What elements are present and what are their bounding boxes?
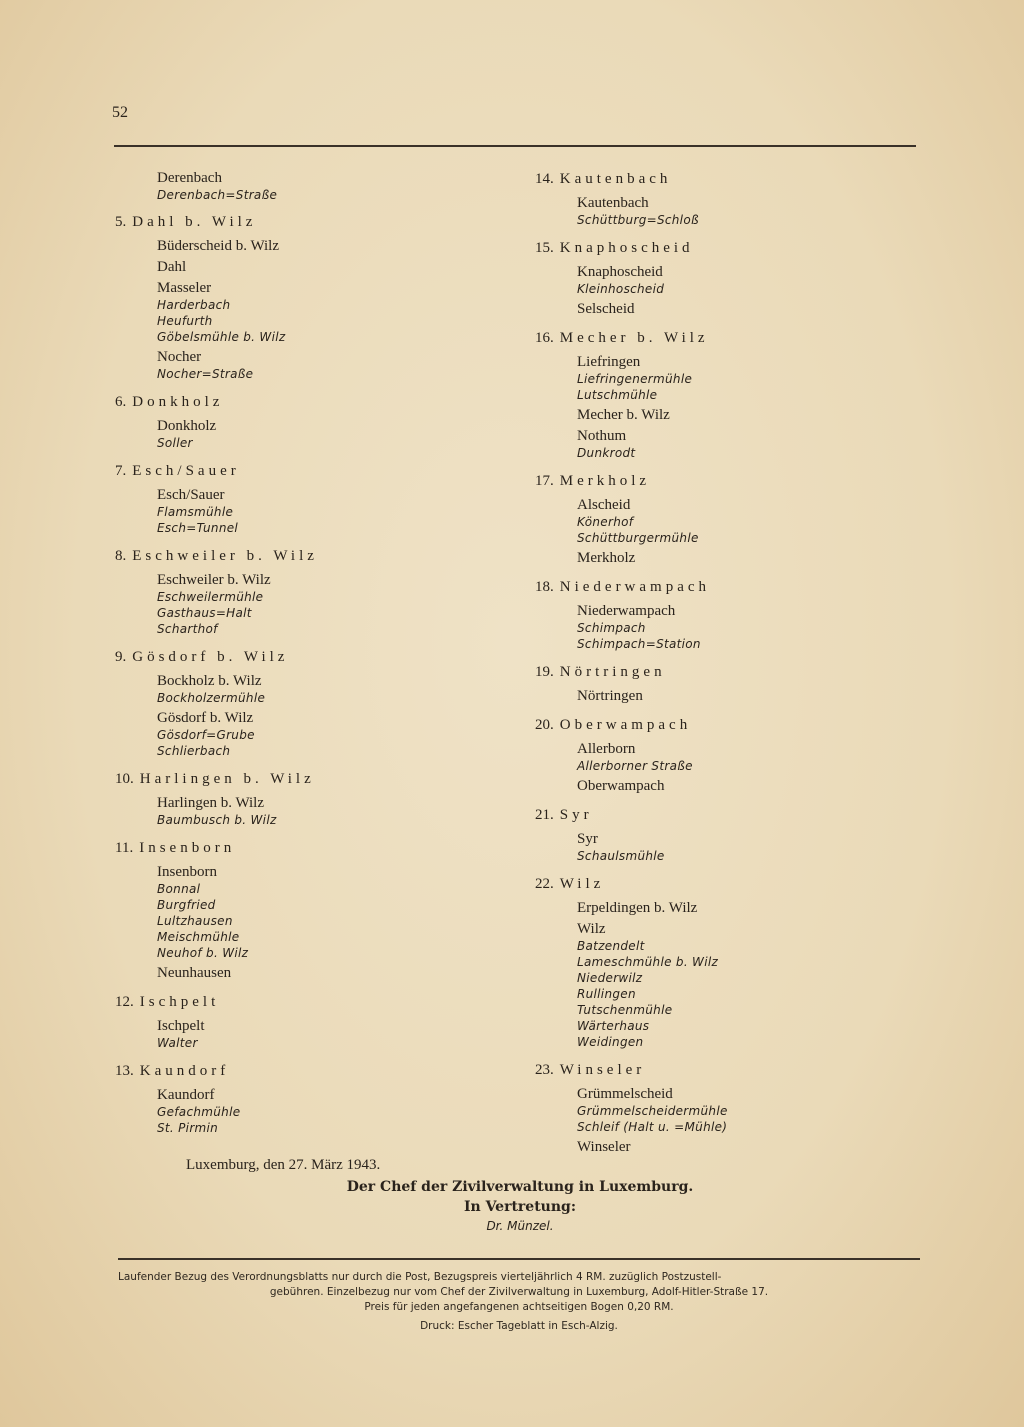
page-number: 52: [112, 104, 128, 121]
lead-group: [115, 170, 495, 203]
municipality-heading: [535, 239, 915, 258]
locality: Bockholz b. Wilz: [157, 673, 262, 689]
section-number: 16.: [535, 330, 554, 346]
section-number: 18.: [535, 579, 554, 595]
sub-locality: Schaulsmühle: [577, 849, 665, 863]
locality-group: [115, 710, 495, 759]
municipality-section: [115, 213, 495, 382]
sub-locality: Scharthof: [157, 622, 218, 636]
locality: Kautenbach: [577, 195, 649, 211]
municipality-name: Nörtringen: [559, 664, 666, 680]
municipality-heading: [115, 547, 495, 566]
locality-group: [535, 407, 915, 424]
sub-locality: Harderbach: [157, 298, 231, 312]
sub-locality: Neuhof b. Wilz: [157, 946, 249, 960]
section-number: 10.: [115, 771, 134, 787]
footer: [118, 1270, 920, 1334]
municipality-heading: [535, 875, 915, 894]
municipality-section: [115, 462, 495, 536]
locality: Esch/Sauer: [157, 487, 225, 503]
sub-locality: Schleif (Halt u. =Mühle): [577, 1120, 728, 1134]
locality: Gösdorf b. Wilz: [157, 710, 254, 726]
locality-group: [115, 487, 495, 536]
municipality-name: Merkholz: [559, 473, 651, 489]
locality: Winseler: [577, 1139, 631, 1155]
locality-group: [535, 778, 915, 795]
sub-locality: Batzendelt: [577, 939, 645, 953]
locality: Syr: [577, 831, 598, 847]
sub-locality: St. Pirmin: [157, 1121, 219, 1135]
sub-locality: Dunkrodt: [577, 446, 636, 460]
locality-group: [535, 741, 915, 774]
locality-group: [535, 831, 915, 864]
section-number: 9.: [115, 649, 127, 665]
locality: Liefringen: [577, 354, 641, 370]
municipality-section: [115, 393, 495, 451]
municipality-heading: [535, 170, 915, 189]
sub-locality: Schimpach: [577, 621, 646, 635]
municipality-section: [535, 472, 915, 567]
municipality-section: [535, 663, 915, 705]
locality: Neunhausen: [157, 965, 232, 981]
locality-group: [115, 965, 495, 982]
municipality-name: Winseler: [559, 1062, 646, 1078]
locality-group: [115, 418, 495, 451]
sub-locality: Esch=Tunnel: [157, 521, 239, 535]
municipality-name: Kaundorf: [139, 1063, 230, 1079]
locality-group: [535, 264, 915, 297]
section-number: 22.: [535, 876, 554, 892]
sub-locality: Nocher=Straße: [157, 367, 254, 381]
locality-group: [115, 238, 495, 255]
sub-locality: Schüttburgermühle: [577, 531, 699, 545]
place-date: Luxemburg, den 27. März 1943.: [186, 1157, 381, 1173]
sub-locality: Tutschenmühle: [577, 1003, 673, 1017]
locality-group: [535, 497, 915, 546]
locality-group: [115, 259, 495, 276]
locality: Ischpelt: [157, 1018, 205, 1034]
section-number: 8.: [115, 548, 127, 564]
section-number: 6.: [115, 394, 127, 410]
locality-group: [535, 301, 915, 318]
signer-name: Dr. Münzel.: [486, 1219, 554, 1233]
header-rule: [114, 145, 916, 147]
sub-locality: Heufurth: [157, 314, 213, 328]
locality: Eschweiler b. Wilz: [157, 572, 271, 588]
subscription-line-1: Laufender Bezug des Verordnungsblatts nur durch die Post, Bezugspreis vierteljährlich 4 RM. zuzüglich Postzustell-: [118, 1271, 722, 1283]
municipality-heading: [115, 993, 495, 1012]
municipality-heading: [535, 472, 915, 491]
municipality-name: Oberwampach: [559, 717, 692, 733]
locality: Alscheid: [577, 497, 631, 513]
locality: Grümmelscheid: [577, 1086, 673, 1102]
locality-group: [535, 354, 915, 403]
locality: Kaundorf: [157, 1087, 215, 1103]
locality: Oberwampach: [577, 778, 665, 794]
municipality-name: Donkholz: [132, 394, 224, 410]
sub-locality: Kleinhoscheid: [577, 282, 665, 296]
locality: Merkholz: [577, 550, 636, 566]
municipality-name: Mecher b. Wilz: [559, 330, 709, 346]
sub-locality: Eschweilermühle: [157, 590, 264, 604]
section-number: 7.: [115, 463, 127, 479]
locality: Mecher b. Wilz: [577, 407, 670, 423]
locality: Insenborn: [157, 864, 217, 880]
issuing-authority: Der Chef der Zivilverwaltung in Luxemburg.: [346, 1179, 694, 1195]
municipality-section: [115, 547, 495, 637]
sub-locality: Lultzhausen: [157, 914, 233, 928]
section-number: 12.: [115, 994, 134, 1010]
municipality-name: Eschweiler b. Wilz: [132, 548, 318, 564]
municipality-heading: [535, 663, 915, 682]
sub-locality: Weidingen: [577, 1035, 644, 1049]
municipality-name: Kautenbach: [559, 171, 672, 187]
municipality-section: [115, 839, 495, 982]
section-number: 14.: [535, 171, 554, 187]
sub-locality: Gösdorf=Grube: [157, 728, 255, 742]
locality-group: [535, 1086, 915, 1135]
municipality-heading: [115, 770, 495, 789]
sub-locality: Schimpach=Station: [577, 637, 701, 651]
sub-locality: Bonnal: [157, 882, 201, 896]
printer-line: Druck: Escher Tageblatt in Esch-Alzig.: [420, 1320, 618, 1332]
locality: Dahl: [157, 259, 187, 275]
municipality-heading: [115, 1062, 495, 1081]
municipality-heading: [115, 462, 495, 481]
municipality-name: Wilz: [559, 876, 605, 892]
section-number: 19.: [535, 664, 554, 680]
sub-locality: Göbelsmühle b. Wilz: [157, 330, 286, 344]
locality: Niederwampach: [577, 603, 676, 619]
locality-group: [115, 1018, 495, 1051]
municipality-name: Esch/Sauer: [132, 463, 240, 479]
locality-group: [535, 921, 915, 1050]
sub-locality: Gasthaus=Halt: [157, 606, 252, 620]
municipality-section: [535, 806, 915, 864]
locality-group: [115, 1087, 495, 1136]
section-number: 21.: [535, 807, 554, 823]
section-number: 13.: [115, 1063, 134, 1079]
locality: Donkholz: [157, 418, 217, 434]
municipality-name: Ischpelt: [139, 994, 220, 1010]
sub-locality: Lameschmühle b. Wilz: [577, 955, 719, 969]
locality: Allerborn: [577, 741, 636, 757]
municipality-section: [535, 170, 915, 228]
municipality-name: Insenborn: [139, 840, 236, 856]
sub-locality: Schlierbach: [157, 744, 231, 758]
section-number: 5.: [115, 214, 127, 230]
sub-locality: Walter: [157, 1036, 198, 1050]
footer-rule: [118, 1258, 920, 1260]
sub-locality: Schüttburg=Schloß: [577, 213, 699, 227]
locality-group: [115, 349, 495, 382]
municipality-section: [535, 578, 915, 652]
municipality-section: [535, 875, 915, 1050]
municipality-section: [115, 993, 495, 1051]
municipality-heading: [535, 806, 915, 825]
sub-locality: Derenbach=Straße: [157, 188, 278, 202]
municipality-heading: [115, 648, 495, 667]
locality-group: [115, 572, 495, 637]
municipality-name: Syr: [559, 807, 593, 823]
municipality-section: [535, 1061, 915, 1156]
municipality-name: Knaphoscheid: [559, 240, 694, 256]
sub-locality: Grümmelscheidermühle: [577, 1104, 728, 1118]
sub-locality: Baumbusch b. Wilz: [157, 813, 277, 827]
sub-locality: Liefringenermühle: [577, 372, 693, 386]
locality-group: [535, 603, 915, 652]
locality: Harlingen b. Wilz: [157, 795, 265, 811]
sub-locality: Soller: [157, 436, 193, 450]
section-number: 23.: [535, 1062, 554, 1078]
sub-locality: Gefachmühle: [157, 1105, 241, 1119]
subscription-line-3: Preis für jeden angefangenen achtseitigen Bogen 0,20 RM.: [364, 1301, 674, 1313]
section-number: 15.: [535, 240, 554, 256]
section-number: 20.: [535, 717, 554, 733]
locality-group: [535, 1139, 915, 1156]
sub-locality: Allerborner Straße: [577, 759, 693, 773]
locality: Erpeldingen b. Wilz: [577, 900, 698, 916]
locality: Selscheid: [577, 301, 635, 317]
locality: Wilz: [577, 921, 606, 937]
locality: Knaphoscheid: [577, 264, 663, 280]
sub-locality: Bockholzermühle: [157, 691, 266, 705]
locality-group: [535, 550, 915, 567]
locality-group: [115, 864, 495, 961]
municipality-heading: [535, 578, 915, 597]
section-number: 11.: [115, 840, 134, 856]
sub-locality: Wärterhaus: [577, 1019, 650, 1033]
municipality-section: [535, 239, 915, 318]
representation-label: In Vertretung:: [464, 1199, 576, 1215]
locality: Nörtringen: [577, 688, 643, 704]
locality: Nothum: [577, 428, 627, 444]
locality: Masseler: [157, 280, 212, 296]
municipality-heading: [115, 839, 495, 858]
municipality-section: [535, 329, 915, 461]
sub-locality: Burgfried: [157, 898, 216, 912]
left-sections: [115, 213, 495, 1136]
municipality-section: [115, 1062, 495, 1136]
right-sections: [535, 170, 915, 1156]
municipality-heading: [115, 393, 495, 412]
sub-locality: Rullingen: [577, 987, 636, 1001]
locality-group: [535, 428, 915, 461]
municipality-heading: [535, 329, 915, 348]
locality-group: [535, 195, 915, 228]
sub-locality: Flamsmühle: [157, 505, 234, 519]
left-column: [115, 170, 495, 1147]
locality-group: [115, 673, 495, 706]
locality: Derenbach: [157, 170, 222, 186]
municipality-section: [115, 648, 495, 759]
locality-group: [535, 900, 915, 917]
municipality-name: Dahl b. Wilz: [132, 214, 257, 230]
sub-locality: Lutschmühle: [577, 388, 658, 402]
subscription-line-2: gebühren. Einzelbezug nur vom Chef der Zivilverwaltung in Luxemburg, Adolf-Hitler-Straße 17.: [269, 1286, 769, 1298]
locality-group: [535, 688, 915, 705]
locality: Büderscheid b. Wilz: [157, 238, 280, 254]
locality: Nocher: [157, 349, 202, 365]
municipality-heading: [115, 213, 495, 232]
municipality-name: Niederwampach: [559, 579, 711, 595]
municipality-section: [115, 770, 495, 828]
sub-locality: Könerhof: [577, 515, 634, 529]
sub-locality: Niederwilz: [577, 971, 643, 985]
municipality-heading: [535, 716, 915, 735]
locality-group: [115, 280, 495, 345]
municipality-name: Gösdorf b. Wilz: [132, 649, 289, 665]
locality-group: [115, 795, 495, 828]
section-number: 17.: [535, 473, 554, 489]
sub-locality: Meischmühle: [157, 930, 240, 944]
municipality-name: Harlingen b. Wilz: [139, 771, 315, 787]
municipality-heading: [535, 1061, 915, 1080]
municipality-section: [535, 716, 915, 795]
right-column: [535, 170, 915, 1167]
